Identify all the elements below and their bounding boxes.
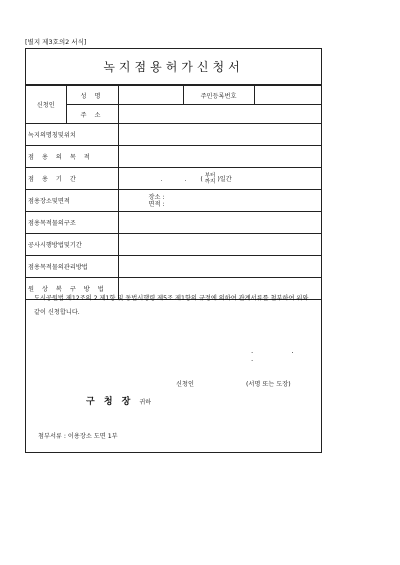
area-label: 면적 : [148,200,165,208]
addressee [86,394,151,407]
period-suffix: )일간 [217,175,232,183]
construction-field[interactable] [118,234,321,256]
period-range-labels [205,173,216,185]
purpose-field[interactable] [118,146,321,168]
signature-applicant-label: 신청인 [176,381,194,388]
address-label: 주 소 [66,105,118,124]
management-field[interactable] [118,256,321,278]
row-label-management: 점용목적물의관리방법 [26,256,118,278]
row-label-period: 점 용 기 간 [26,168,118,190]
row-label-place-area: 점용장소및면적 [26,190,118,212]
resident-number-label: 주민등록번호 [183,86,254,105]
structure-field[interactable] [118,212,321,234]
address-field[interactable] [118,105,321,124]
period-dot-2: . [184,175,187,183]
place-area-field[interactable] [118,190,321,212]
row-label-location: 녹지의명칭및위치 [26,124,118,146]
addressee-suffix: 귀하 [139,399,152,406]
form-title: 녹지점용허가신청서 [26,49,321,85]
place-label: 장소 : [148,193,165,201]
applicant-label: 신청인 [26,86,66,124]
location-field[interactable] [118,124,321,146]
period-field[interactable]: . . ( 부터 까지 )일간 [118,168,321,190]
name-label: 성 명 [66,86,118,105]
row-label-construction: 공사시행방법및기간 [26,234,118,256]
resident-number-field[interactable] [254,86,321,105]
attachment-note: 첨부서류 : 이용장소 도면 1부 [38,433,118,440]
row-label-restoration: 원 상 복 구 방 법 [26,278,118,300]
row-label-purpose: 점 용 의 목 적 [26,146,118,168]
period-dot-1: . [160,175,163,183]
signature-field[interactable]: (서명 또는 도장) [246,381,291,388]
form-table [26,85,321,300]
name-field[interactable] [118,86,183,105]
period-from-label: 부터 [204,172,216,179]
addressee-name: 구 청 장 [86,397,134,407]
period-to-label: 까지 [204,178,216,185]
application-form [25,48,322,453]
application-statement: 도시공원법 제12조의 2 제1항 및 동법시행령 제5조 제1항의 규정에 의하여 관계서류를 첨부하여 위와같이 신청합니다. [34,295,309,316]
form-number-label: [별지 제3호의2 서식] [25,38,87,46]
date-field[interactable]: . . . [251,347,312,363]
row-label-structure: 점용목적물의구조 [26,212,118,234]
